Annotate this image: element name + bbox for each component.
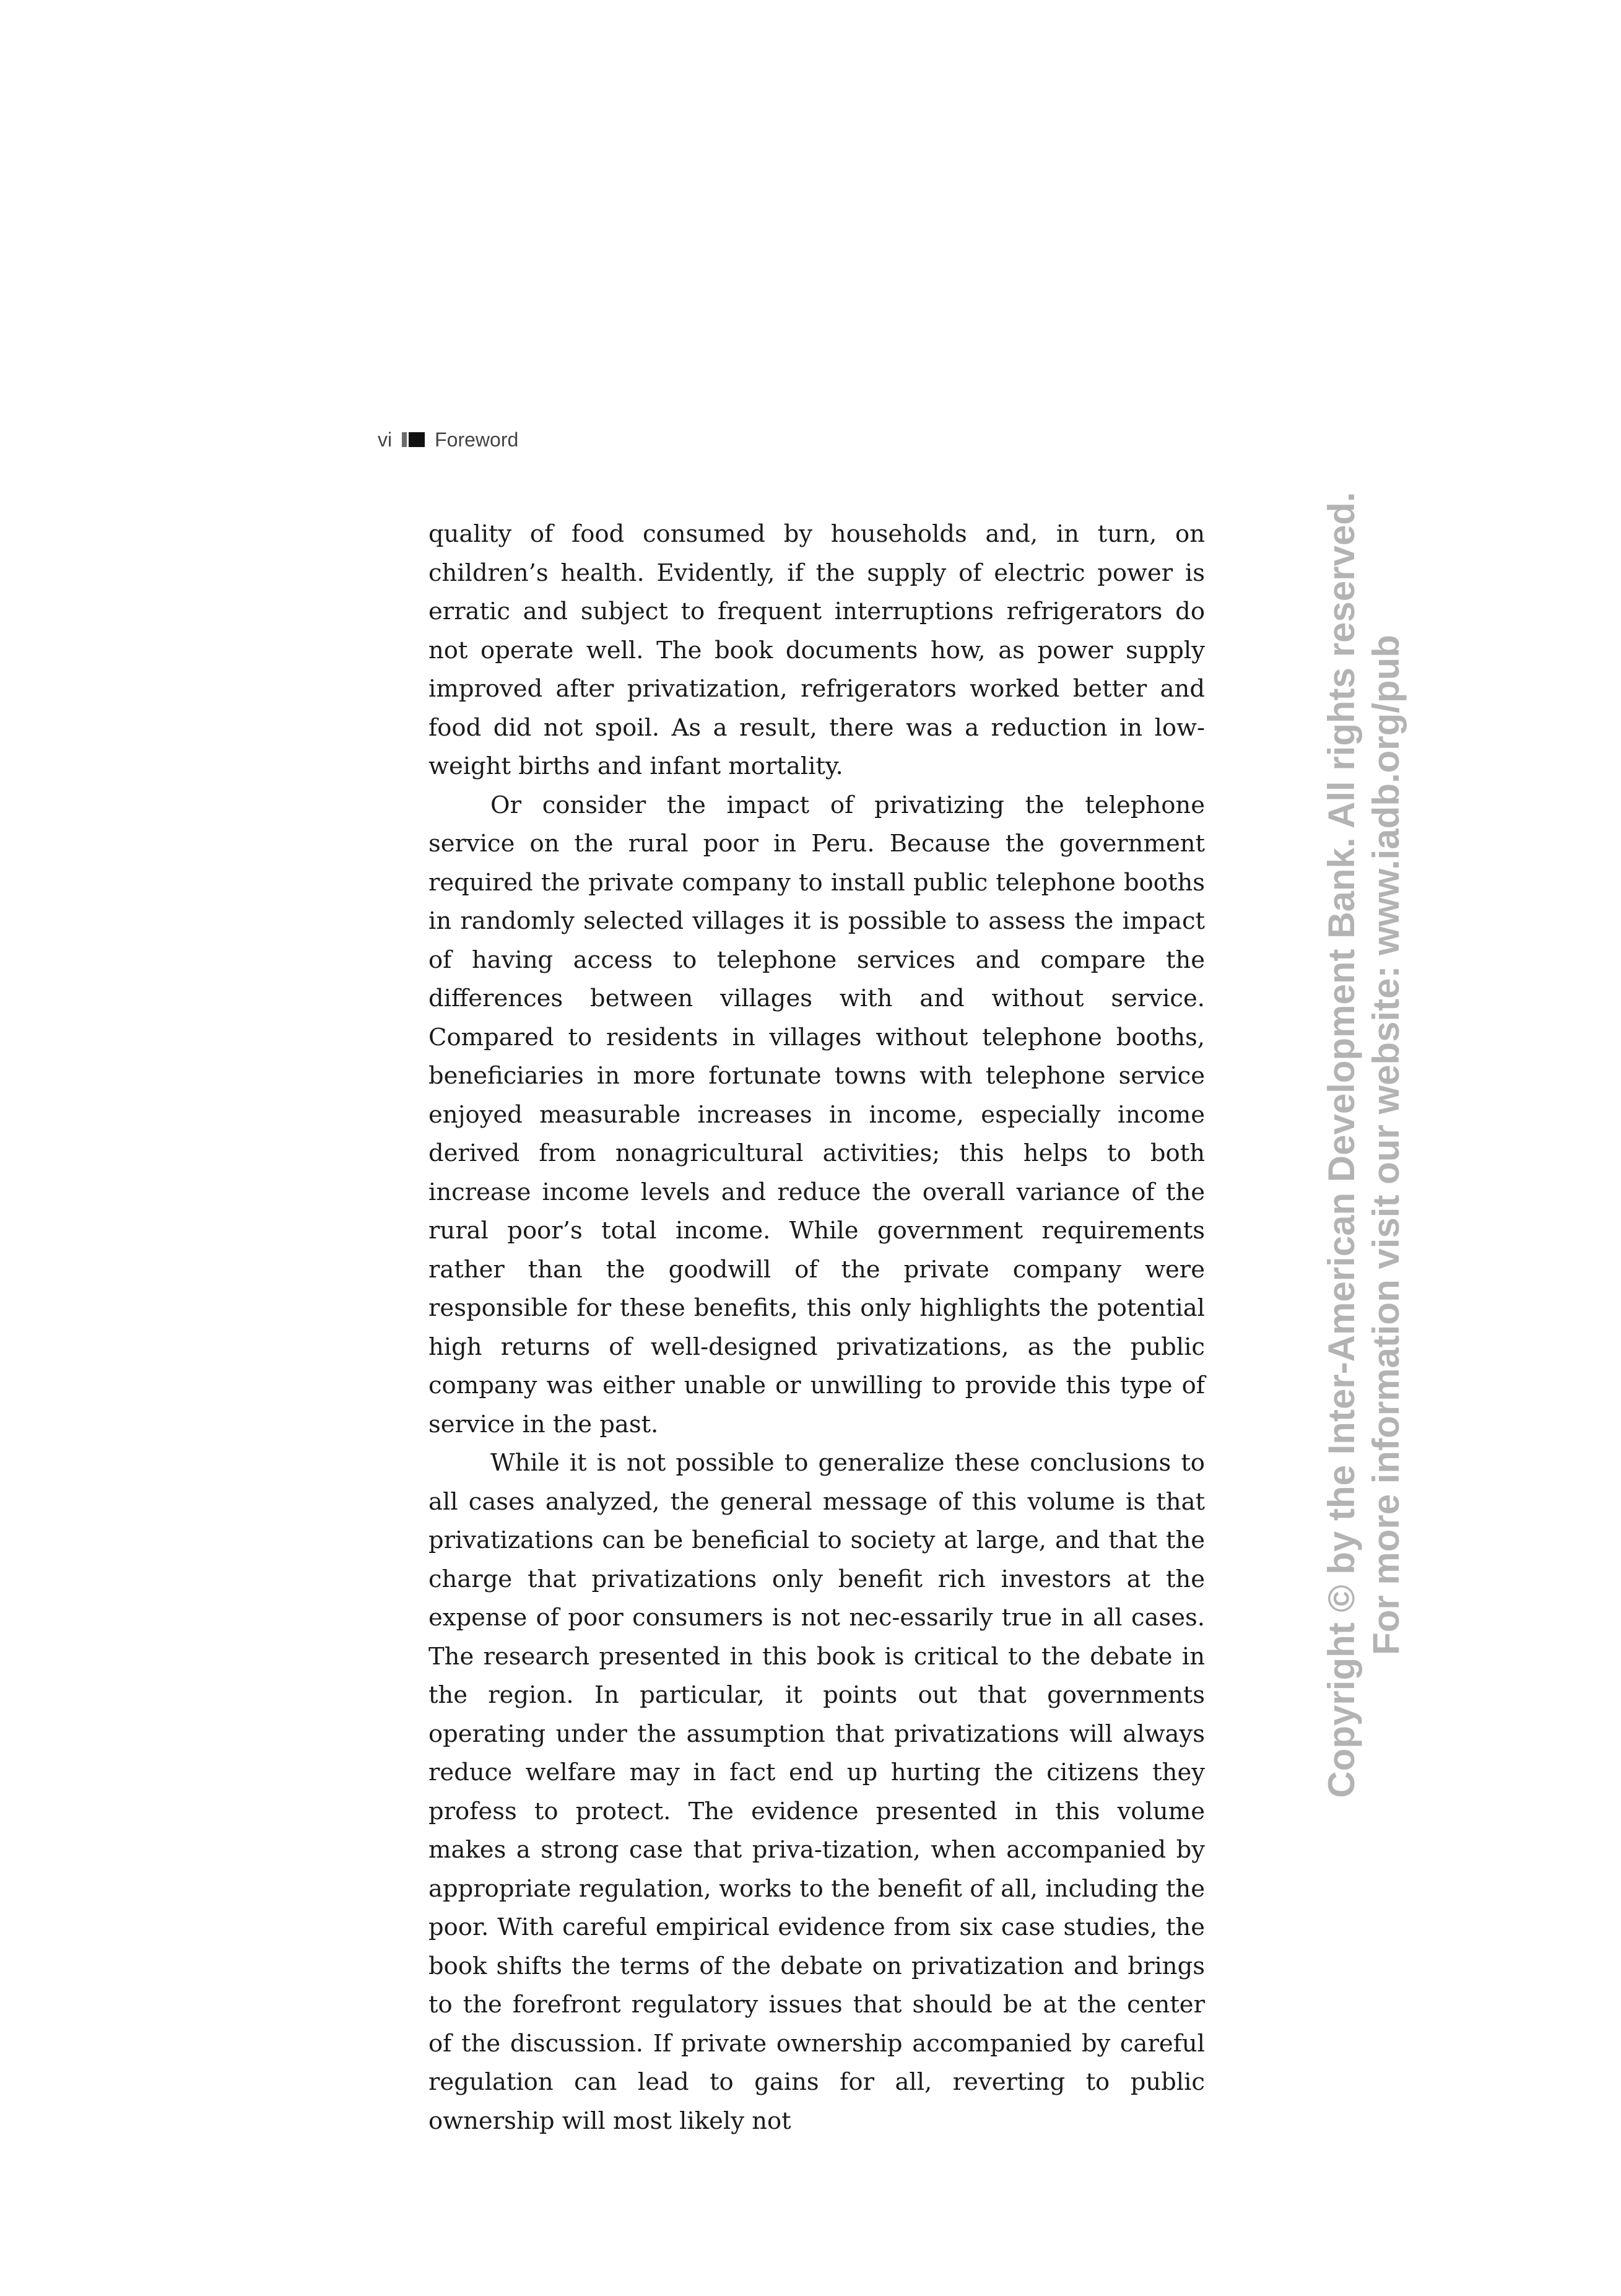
paragraph: While it is not possible to generalize these conclusions to all cases analyzed, the general message of this volume is that privatizations can be beneficial to society at large, and that the charge that privatizations only benefit rich investors at the expense of poor consumers is not nec-essarily true in all cases. The research presented in this book is critical to the debate in the region. In particular, it points out that governments operating under the assumption that privatizations will always reduce welfare may in fact end up hurting the citizens they profess to protect. The evidence presented in this volume makes a strong case that priva-tization, when accompanied by appropriate regulation, works to the benefit of all, including the poor. With careful empirical evidence from six case studies, the book shifts the terms of the debate on privatization and brings to the forefront regulatory issues that should be at the center of the discussion. If private ownership accompanied by careful regulation can lead to gains for all, reverting to public ownership will most likely not (428, 1449, 1205, 2135)
watermark-line-copyright: Copyright © by the Inter-American Development Bank. All rights reserved. (1321, 492, 1362, 1798)
paragraph-continued: quality of food consumed by households and, in turn, on children’s health. Evidently, if the supply of electric power is erratic and subject to frequent interruptions refrigerators do not operate well. The book documents how, as power supply improved after privatization, refrigerators worked better and food did not spoil. As a result, there was a reduction in low-weight births and infant mortality. (428, 520, 1205, 780)
body-text (428, 515, 1205, 2141)
watermark-line-website: For more information visit our website: www.iadb.org/pub (1365, 635, 1407, 1655)
paragraph: Or consider the impact of privatizing the telephone service on the rural poor in Peru. Because the government required the private company to install public telephone booths in randomly selected villages it is possible to assess the impact of having access to telephone services and compare the differences between villages with and without service. Compared to residents in villages without telephone booths, beneficiaries in more fortunate towns with telephone service enjoyed measurable increases in income, especially income derived from nonagricultural activities; this helps to both increase income levels and reduce the overall variance of the rural poor’s total income. While government requirements rather than the goodwill of the private company were responsible for these benefits, this only highlights the potential high returns of well-designed privatizations, as the public company was either unable or unwilling to provide this type of service in the past. (428, 791, 1205, 1438)
section-marker-icon (402, 432, 425, 447)
section-title: Foreword (435, 428, 519, 451)
page-number: vi (378, 428, 393, 451)
running-head (378, 425, 518, 454)
